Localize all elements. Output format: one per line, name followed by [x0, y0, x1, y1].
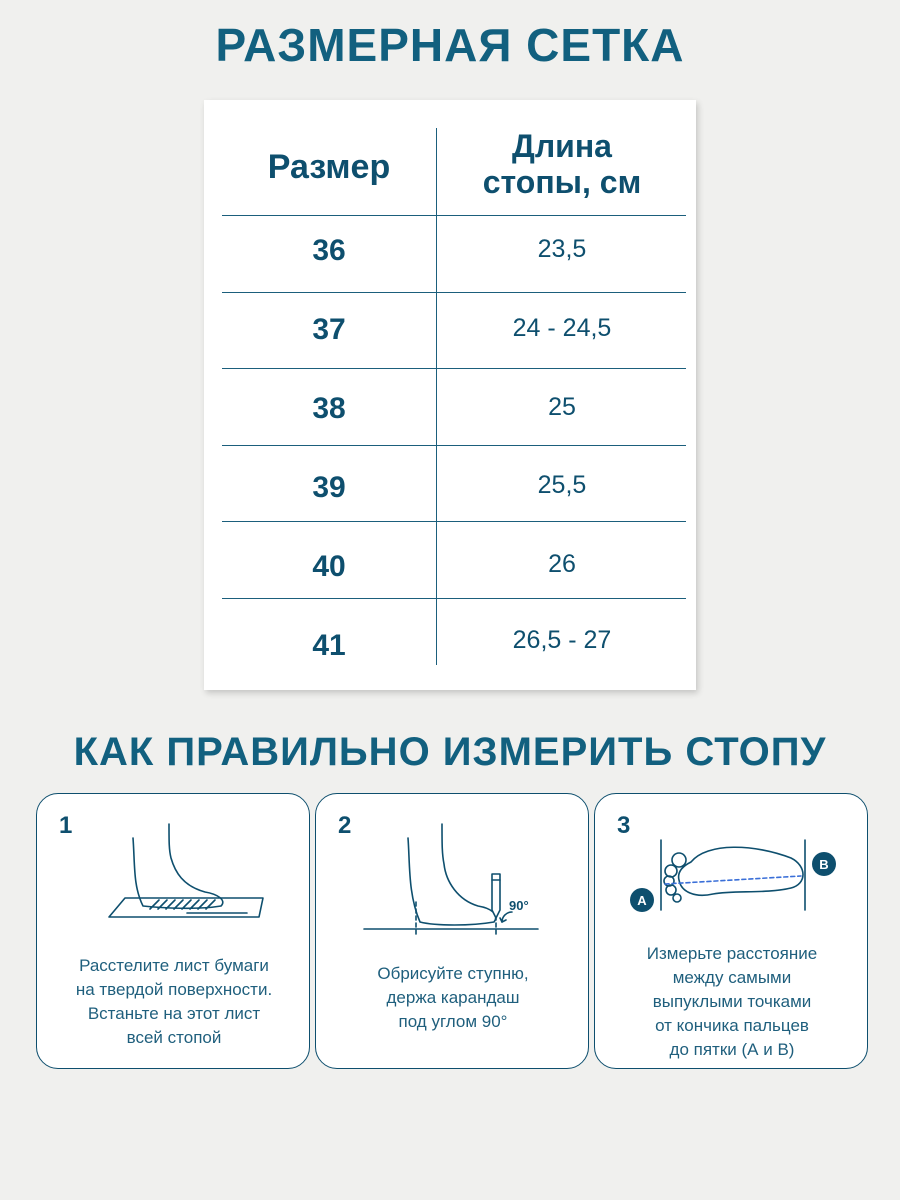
step-text-line: выпуклыми точками	[652, 992, 812, 1011]
table-header-length	[437, 128, 687, 200]
table-row-size: 40	[312, 550, 346, 583]
step-text-line: всей стопой	[126, 1028, 222, 1047]
table-divider	[222, 215, 686, 216]
page-title: РАЗМЕРНАЯ СЕТКА	[215, 19, 685, 71]
angle-label: 90°	[509, 898, 529, 913]
table-divider	[222, 521, 686, 522]
step-text-line: Встаньте на этот лист	[87, 1004, 261, 1023]
step-text-line: Расстелите лист бумаги	[79, 956, 269, 975]
table-row-length: 23,5	[537, 235, 587, 263]
table-header-length-line2: стопы, см	[482, 164, 642, 200]
table-header-size: Размер	[267, 148, 391, 186]
table-row-size: 41	[312, 629, 346, 662]
table-row-length: 24 - 24,5	[512, 314, 612, 342]
table-divider	[222, 598, 686, 599]
step-text-line: под углом 90°	[398, 1012, 508, 1031]
table-row-length: 25	[548, 393, 576, 421]
step-text-line: Измерьте расстояние	[646, 944, 818, 963]
step-number: 1	[59, 812, 73, 839]
step-description	[605, 942, 859, 1062]
step-text-line: Обрисуйте ступню,	[377, 964, 529, 983]
foot-measure-illustration	[595, 814, 869, 944]
table-row-length: 26	[548, 550, 576, 578]
step-description	[326, 962, 580, 1034]
section-title: КАК ПРАВИЛЬНО ИЗМЕРИТЬ СТОПУ	[73, 730, 827, 774]
step-card-1	[36, 793, 310, 1069]
step-description	[47, 954, 301, 1050]
step-text-line: до пятки (А и В)	[669, 1040, 795, 1059]
table-divider	[222, 292, 686, 293]
step-text-line: от кончика пальцев	[655, 1016, 809, 1035]
table-row-length: 25,5	[537, 471, 587, 499]
size-table	[204, 100, 696, 690]
table-divider	[222, 445, 686, 446]
table-row-size: 38	[312, 392, 346, 425]
foot-tracing-illustration	[316, 814, 590, 944]
step-number: 2	[338, 812, 352, 839]
table-row-length: 26,5 - 27	[512, 626, 612, 654]
table-row-size: 37	[312, 313, 346, 346]
point-a-label: A	[637, 893, 647, 908]
table-row-size: 36	[312, 234, 346, 267]
table-divider	[222, 368, 686, 369]
step-card-3	[594, 793, 868, 1069]
step-number: 3	[617, 812, 631, 839]
point-b-label: B	[819, 857, 829, 872]
step-text-line: между самыми	[672, 968, 792, 987]
foot-on-paper-illustration	[37, 814, 311, 944]
table-header-length-line1: Длина	[512, 128, 612, 164]
step-card-2	[315, 793, 589, 1069]
table-row-size: 39	[312, 471, 346, 504]
step-text-line: на твердой поверхности.	[75, 980, 273, 999]
step-text-line: держа карандаш	[386, 988, 520, 1007]
